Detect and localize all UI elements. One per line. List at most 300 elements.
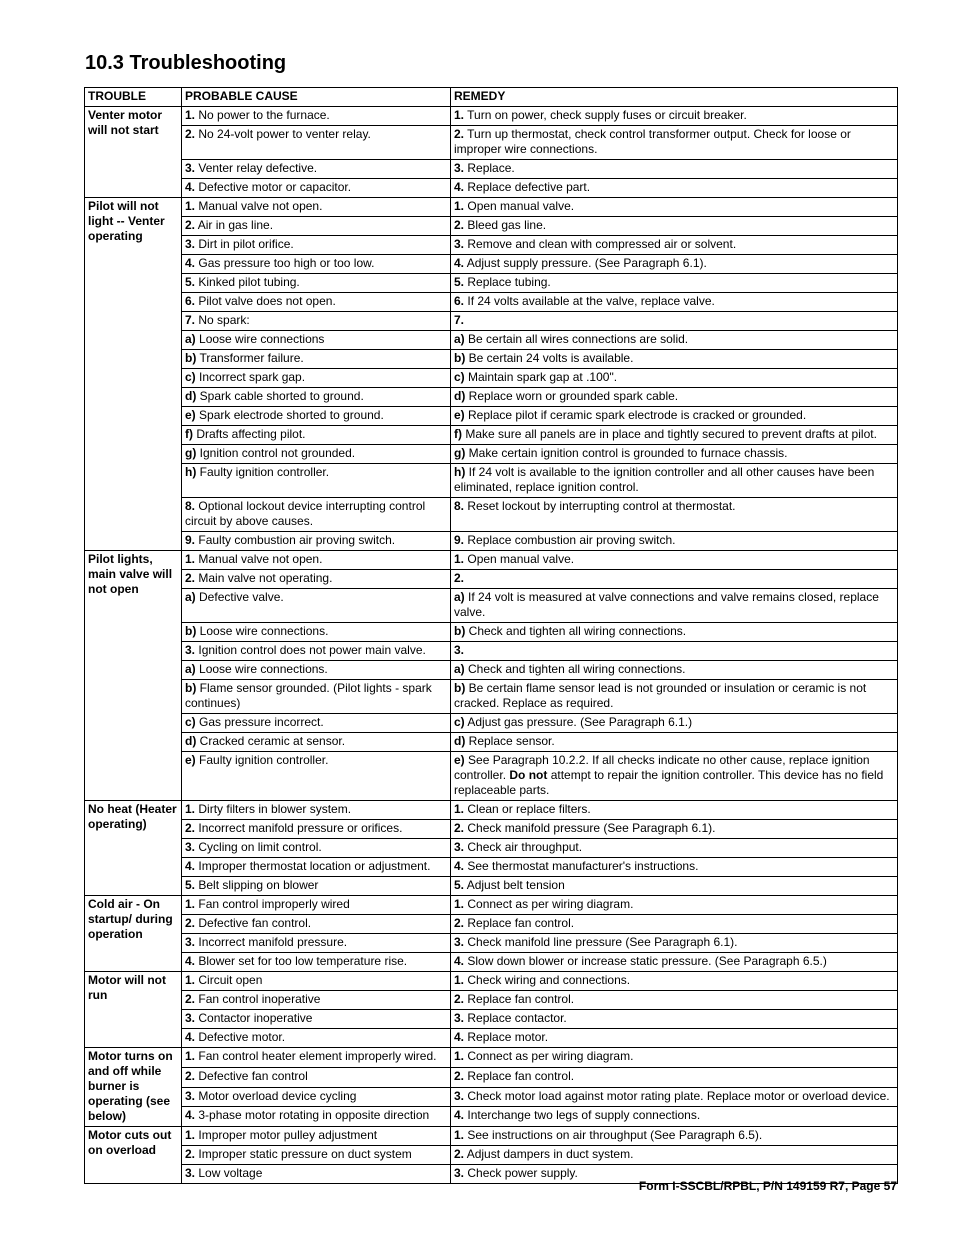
cause-cell: [182, 407, 451, 426]
cause-number: 3.: [185, 643, 196, 657]
remedy-number: a): [454, 590, 465, 604]
trouble-cell: Pilot lights, main valve will not open: [85, 551, 182, 801]
cause-text: Manual valve not open.: [198, 552, 323, 566]
remedy-text: Turn up thermostat, check control transformer output. Check for loose or improper wire connections.: [454, 127, 851, 156]
cause-cell: [182, 1127, 451, 1146]
remedy-cell: [451, 839, 898, 858]
cause-text: No 24-volt power to venter relay.: [198, 127, 371, 141]
remedy-number: 4.: [454, 180, 465, 194]
remedy-text: If 24 volt is available to the ignition controller and all other causes have been eliminated, replace ignition control.: [454, 465, 875, 494]
remedy-cell: [451, 877, 898, 896]
remedy-text: Replace fan control.: [467, 992, 575, 1006]
cause-text: Transformer failure.: [199, 351, 304, 365]
trouble-cell: Cold air - On startup/ during operation: [85, 896, 182, 972]
remedy-text: Replace fan control.: [467, 1068, 575, 1083]
cause-text: Gas pressure incorrect.: [199, 715, 324, 729]
cause-text: Incorrect manifold pressure or orifices.: [198, 821, 403, 835]
remedy-cell: [451, 801, 898, 820]
cause-cell: [182, 839, 451, 858]
cause-text: Defective motor.: [198, 1030, 286, 1044]
trouble-cell: Venter motor will not start: [85, 107, 182, 198]
cause-number: 5.: [185, 878, 196, 892]
trouble-cell: Motor will not run: [85, 972, 182, 1048]
cause-number: 2.: [185, 916, 196, 930]
remedy-number: b): [454, 681, 466, 695]
remedy-text: Replace pilot if ceramic spark electrode is cracked or grounded.: [468, 408, 807, 422]
remedy-number: c): [454, 715, 465, 729]
remedy-cell: [451, 1029, 898, 1048]
cause-number: c): [185, 715, 196, 729]
remedy-cell: [451, 532, 898, 551]
remedy-text: Maintain spark gap at .100".: [468, 370, 618, 384]
remedy-text: Replace motor.: [467, 1030, 549, 1044]
table-row: [85, 369, 898, 388]
table-row: [85, 1067, 898, 1087]
remedy-number: g): [454, 446, 466, 460]
cause-number: 4.: [185, 180, 196, 194]
cause-cell: [182, 293, 451, 312]
cause-text: Blower set for too low temperature rise.: [198, 954, 408, 968]
remedy-text: Replace sensor.: [468, 734, 555, 748]
cause-number: b): [185, 624, 197, 638]
remedy-number: 3.: [454, 1088, 465, 1103]
cause-cell: [182, 752, 451, 801]
remedy-cell: [451, 934, 898, 953]
table-row: [85, 934, 898, 953]
cause-text: Ignition control does not power main valve.: [198, 643, 426, 657]
cause-cell: [182, 934, 451, 953]
cause-number: g): [185, 446, 197, 460]
remedy-number: 8.: [454, 499, 465, 513]
cause-number: d): [185, 734, 197, 748]
remedy-text: Check manifold line pressure (See Paragraph 6.1).: [467, 935, 738, 949]
cause-text: Circuit open: [198, 973, 263, 987]
table-row: [85, 642, 898, 661]
remedy-text: See thermostat manufacturer's instructions.: [467, 859, 699, 873]
cause-text: Improper static pressure on duct system: [198, 1147, 412, 1161]
table-row: [85, 839, 898, 858]
remedy-text: Make certain ignition control is grounded to furnace chassis.: [468, 446, 788, 460]
remedy-cell: [451, 1127, 898, 1146]
remedy-text: Adjust gas pressure. (See Paragraph 6.1.): [467, 715, 693, 729]
cause-cell: [182, 1146, 451, 1165]
cause-cell: [182, 1165, 451, 1184]
cause-text: Faulty ignition controller.: [199, 465, 330, 479]
cause-number: b): [185, 681, 197, 695]
trouble-cell: Pilot will not light -- Venter operating: [85, 198, 182, 551]
remedy-text: Adjust belt tension: [466, 878, 565, 892]
cause-number: c): [185, 370, 196, 384]
remedy-text: Replace fan control.: [467, 916, 575, 930]
remedy-cell: [451, 293, 898, 312]
remedy-number: 5.: [454, 878, 465, 892]
table-row: [85, 661, 898, 680]
cause-number: 2.: [185, 992, 196, 1006]
remedy-text: Remove and clean with compressed air or solvent.: [467, 237, 737, 251]
cause-cell: [182, 1067, 451, 1087]
remedy-cell: [451, 236, 898, 255]
cause-text: Drafts affecting pilot.: [196, 427, 306, 441]
table-row: [85, 1029, 898, 1048]
table-row: [85, 236, 898, 255]
remedy-text: Check motor load against motor rating plate. Replace motor or overload device.: [467, 1088, 890, 1103]
cause-text: Low voltage: [198, 1166, 263, 1180]
remedy-cell: [451, 426, 898, 445]
remedy-number: e): [454, 408, 465, 422]
remedy-cell: [451, 642, 898, 661]
remedy-text: Adjust dampers in duct system.: [466, 1147, 634, 1161]
cause-number: 3.: [185, 161, 196, 175]
cause-number: 3.: [185, 237, 196, 251]
table-row: [85, 464, 898, 498]
remedy-cell: [451, 551, 898, 570]
table-row: [85, 445, 898, 464]
table-row: [85, 991, 898, 1010]
cause-text: Fan control inoperative: [198, 992, 321, 1006]
cause-cell: [182, 991, 451, 1010]
table-row: [85, 714, 898, 733]
cause-cell: [182, 551, 451, 570]
cause-cell: [182, 464, 451, 498]
cause-number: 3.: [185, 935, 196, 949]
remedy-cell: [451, 126, 898, 160]
remedy-text: Connect as per wiring diagram.: [467, 1049, 634, 1063]
remedy-number: 1.: [454, 1128, 465, 1142]
cause-number: 3.: [185, 1166, 196, 1180]
remedy-text: Replace contactor.: [467, 1011, 567, 1025]
cause-number: 2.: [185, 821, 196, 835]
remedy-cell: [451, 752, 898, 801]
remedy-number: h): [454, 465, 466, 479]
cause-text: Cracked ceramic at sensor.: [199, 734, 346, 748]
table-row: [85, 1146, 898, 1165]
remedy-number: f): [454, 427, 462, 441]
cause-cell: [182, 369, 451, 388]
table-row: [85, 312, 898, 331]
cause-text: 3-phase motor rotating in opposite direction: [198, 1108, 430, 1123]
cause-cell: [182, 426, 451, 445]
cause-cell: [182, 1107, 451, 1127]
cause-text: Cycling on limit control.: [198, 840, 322, 854]
remedy-cell: [451, 589, 898, 623]
remedy-text: Connect as per wiring diagram.: [467, 897, 634, 911]
cause-cell: [182, 680, 451, 714]
remedy-number: 2.: [454, 1147, 465, 1161]
table-row: [85, 331, 898, 350]
remedy-number: b): [454, 624, 466, 638]
remedy-text: Replace defective part.: [467, 180, 591, 194]
remedy-text: Replace combustion air proving switch.: [467, 533, 676, 547]
cause-text: Gas pressure too high or too low.: [198, 256, 375, 270]
cause-cell: [182, 915, 451, 934]
cause-text: Flame sensor grounded. (Pilot lights - spark continues): [185, 681, 432, 710]
remedy-text: See Paragraph 10.2.2. If all checks indicate no other cause, replace ignition controller.: [454, 753, 870, 782]
cause-number: a): [185, 662, 196, 676]
table-row: [85, 589, 898, 623]
remedy-number: 2.: [454, 992, 465, 1006]
remedy-number: 2.: [454, 127, 465, 141]
cause-number: f): [185, 427, 193, 441]
remedy-text-continued: attempt to repair the ignition controller. This device has no field replaceable parts.: [454, 768, 884, 797]
table-row: [85, 126, 898, 160]
cause-text: No spark:: [198, 313, 250, 327]
table-row: [85, 179, 898, 198]
cause-number: 1.: [185, 199, 196, 213]
remedy-text: Replace.: [467, 161, 515, 175]
remedy-number: 2.: [454, 571, 465, 585]
cause-text: Kinked pilot tubing.: [198, 275, 300, 289]
remedy-text: If 24 volt is measured at valve connections and valve remains closed, replace valve.: [454, 590, 879, 619]
remedy-number: 1.: [454, 802, 465, 816]
remedy-number: d): [454, 734, 466, 748]
cause-cell: [182, 877, 451, 896]
cause-cell: [182, 107, 451, 126]
remedy-cell: [451, 896, 898, 915]
remedy-cell: [451, 953, 898, 972]
table-row: [85, 498, 898, 532]
remedy-number: d): [454, 389, 466, 403]
remedy-cell: [451, 407, 898, 426]
cause-text: Loose wire connections.: [199, 624, 329, 638]
page-footer: Form I-SSCBL/RPBL, P/N 149159 R7, Page 57: [638, 1179, 897, 1193]
remedy-text: Replace tubing.: [467, 275, 551, 289]
cause-number: h): [185, 465, 197, 479]
table-row: [85, 532, 898, 551]
cause-number: d): [185, 389, 197, 403]
cause-text: Faulty combustion air proving switch.: [198, 533, 396, 547]
remedy-number: 1.: [454, 973, 465, 987]
table-row: [85, 858, 898, 877]
remedy-number: 1.: [454, 108, 465, 122]
cause-cell: [182, 179, 451, 198]
remedy-text: Interchange two legs of supply connections.: [467, 1108, 701, 1123]
table-header-row: [85, 88, 898, 107]
table-row: [85, 217, 898, 236]
remedy-number: 2.: [454, 821, 465, 835]
remedy-text: Turn on power, check supply fuses or circuit breaker.: [467, 108, 747, 122]
cause-number: 1.: [185, 1049, 196, 1063]
table-row: [85, 953, 898, 972]
table-row: [85, 972, 898, 991]
cause-cell: [182, 388, 451, 407]
page-title: 10.3 Troubleshooting: [85, 52, 287, 74]
remedy-cell: [451, 198, 898, 217]
table-row: [85, 198, 898, 217]
remedy-cell: [451, 1067, 898, 1087]
remedy-text: If 24 volts available at the valve, replace valve.: [467, 294, 715, 308]
cause-cell: [182, 160, 451, 179]
remedy-text: Be certain all wires connections are solid.: [468, 332, 689, 346]
cause-number: 1.: [185, 802, 196, 816]
remedy-text: Reset lockout by interrupting control at thermostat.: [467, 499, 736, 513]
cause-number: 4.: [185, 1108, 196, 1123]
cause-number: 8.: [185, 499, 196, 513]
remedy-emphasis: Do not: [509, 768, 548, 782]
cause-number: 4.: [185, 859, 196, 873]
header-remedy: REMEDY: [451, 88, 898, 107]
remedy-text: Clean or replace filters.: [467, 802, 591, 816]
trouble-cell: No heat (Heater operating): [85, 801, 182, 896]
cause-cell: [182, 953, 451, 972]
remedy-text: Be certain flame sensor lead is not grounded or insulation or ceramic is not cracked. Replace as required.: [454, 681, 867, 710]
remedy-number: 1.: [454, 897, 465, 911]
cause-number: 1.: [185, 108, 196, 122]
cause-number: 1.: [185, 552, 196, 566]
remedy-text: Check and tighten all wiring connections.: [468, 624, 687, 638]
cause-number: 9.: [185, 533, 196, 547]
table-row: [85, 1010, 898, 1029]
cause-cell: [182, 1029, 451, 1048]
remedy-cell: [451, 107, 898, 126]
cause-text: Loose wire connections.: [199, 662, 328, 676]
remedy-number: a): [454, 332, 465, 346]
cause-cell: [182, 589, 451, 623]
cause-number: 7.: [185, 313, 196, 327]
remedy-text: Open manual valve.: [467, 199, 575, 213]
cause-text: Fan control heater element improperly wired.: [198, 1049, 437, 1063]
remedy-text: Check manifold pressure (See Paragraph 6.1).: [467, 821, 716, 835]
remedy-number: 1.: [454, 1049, 465, 1063]
remedy-cell: [451, 179, 898, 198]
cause-text: Belt slipping on blower: [198, 878, 319, 892]
remedy-cell: [451, 1010, 898, 1029]
remedy-number: 3.: [454, 840, 465, 854]
remedy-cell: [451, 680, 898, 714]
remedy-number: e): [454, 753, 465, 767]
remedy-text: Check wiring and connections.: [467, 973, 631, 987]
trouble-cell: Motor turns on and off while burner is operating (see below): [85, 1048, 182, 1127]
remedy-cell: [451, 661, 898, 680]
remedy-number: 9.: [454, 533, 465, 547]
cause-number: 3.: [185, 1088, 196, 1103]
remedy-text: Replace worn or grounded spark cable.: [468, 389, 679, 403]
cause-cell: [182, 1048, 451, 1068]
table-row: [85, 820, 898, 839]
troubleshooting-table: [84, 87, 898, 1184]
cause-number: e): [185, 408, 196, 422]
remedy-number: 7.: [454, 313, 465, 327]
table-row: [85, 274, 898, 293]
remedy-number: 3.: [454, 161, 465, 175]
remedy-number: 4.: [454, 1108, 465, 1123]
remedy-cell: [451, 733, 898, 752]
table-row: [85, 896, 898, 915]
cause-number: 3.: [185, 1011, 196, 1025]
remedy-cell: [451, 369, 898, 388]
cause-cell: [182, 1010, 451, 1029]
remedy-number: 1.: [454, 552, 465, 566]
cause-cell: [182, 820, 451, 839]
remedy-number: c): [454, 370, 465, 384]
cause-text: Loose wire connections: [199, 332, 325, 346]
remedy-cell: [451, 972, 898, 991]
cause-cell: [182, 498, 451, 532]
remedy-text: Adjust supply pressure. (See Paragraph 6.1).: [466, 256, 707, 270]
table-row: [85, 915, 898, 934]
remedy-number: 3.: [454, 1166, 465, 1180]
cause-cell: [182, 661, 451, 680]
cause-cell: [182, 532, 451, 551]
remedy-cell: [451, 464, 898, 498]
remedy-text: See instructions on air throughput (See Paragraph 6.5).: [467, 1128, 763, 1142]
remedy-text: Bleed gas line.: [467, 218, 547, 232]
cause-text: Contactor inoperative: [198, 1011, 313, 1025]
table-row: [85, 1087, 898, 1107]
cause-text: Dirt in pilot orifice.: [198, 237, 294, 251]
table-row: [85, 426, 898, 445]
cause-cell: [182, 198, 451, 217]
remedy-number: 1.: [454, 199, 465, 213]
remedy-text: Slow down blower or increase static pressure. (See Paragraph 6.5.): [467, 954, 827, 968]
cause-cell: [182, 350, 451, 369]
remedy-number: 4.: [454, 256, 465, 270]
cause-text: Spark cable shorted to ground.: [199, 389, 364, 403]
remedy-number: 4.: [454, 954, 465, 968]
remedy-cell: [451, 498, 898, 532]
remedy-cell: [451, 160, 898, 179]
cause-number: 1.: [185, 1128, 196, 1142]
cause-text: Faulty ignition controller.: [199, 753, 329, 767]
cause-cell: [182, 623, 451, 642]
cause-number: 4.: [185, 256, 196, 270]
cause-text: Improper motor pulley adjustment: [198, 1128, 378, 1142]
remedy-cell: [451, 1048, 898, 1068]
remedy-number: 6.: [454, 294, 465, 308]
cause-cell: [182, 312, 451, 331]
table-row: [85, 1107, 898, 1127]
cause-text: Main valve not operating.: [198, 571, 333, 585]
table-row: [85, 551, 898, 570]
cause-cell: [182, 126, 451, 160]
cause-cell: [182, 255, 451, 274]
cause-number: 2.: [185, 127, 196, 141]
header-trouble: TROUBLE: [85, 88, 182, 107]
table-row: [85, 255, 898, 274]
cause-cell: [182, 642, 451, 661]
cause-cell: [182, 274, 451, 293]
cause-cell: [182, 714, 451, 733]
remedy-text: Open manual valve.: [467, 552, 575, 566]
cause-number: 6.: [185, 294, 196, 308]
remedy-cell: [451, 570, 898, 589]
cause-number: 4.: [185, 954, 196, 968]
cause-number: 1.: [185, 973, 196, 987]
cause-text: Defective fan control.: [198, 916, 312, 930]
header-probable-cause: PROBABLE CAUSE: [182, 88, 451, 107]
cause-text: Ignition control not grounded.: [199, 446, 356, 460]
remedy-number: a): [454, 662, 465, 676]
table-row: [85, 1127, 898, 1146]
table-row: [85, 1048, 898, 1068]
cause-cell: [182, 972, 451, 991]
cause-cell: [182, 858, 451, 877]
remedy-cell: [451, 714, 898, 733]
remedy-text: Be certain 24 volts is available.: [468, 351, 634, 365]
cause-number: 5.: [185, 275, 196, 289]
cause-text: Dirty filters in blower system.: [198, 802, 352, 816]
remedy-number: 3.: [454, 643, 465, 657]
table-row: [85, 407, 898, 426]
cause-text: Fan control improperly wired: [198, 897, 350, 911]
remedy-text: Check air throughput.: [467, 840, 583, 854]
remedy-number: 4.: [454, 1030, 465, 1044]
cause-text: Improper thermostat location or adjustment.: [198, 859, 431, 873]
remedy-text: Check and tighten all wiring connections.: [468, 662, 686, 676]
table-row: [85, 733, 898, 752]
remedy-number: 3.: [454, 1011, 465, 1025]
cause-cell: [182, 217, 451, 236]
cause-text: Defective fan control: [198, 1068, 308, 1083]
